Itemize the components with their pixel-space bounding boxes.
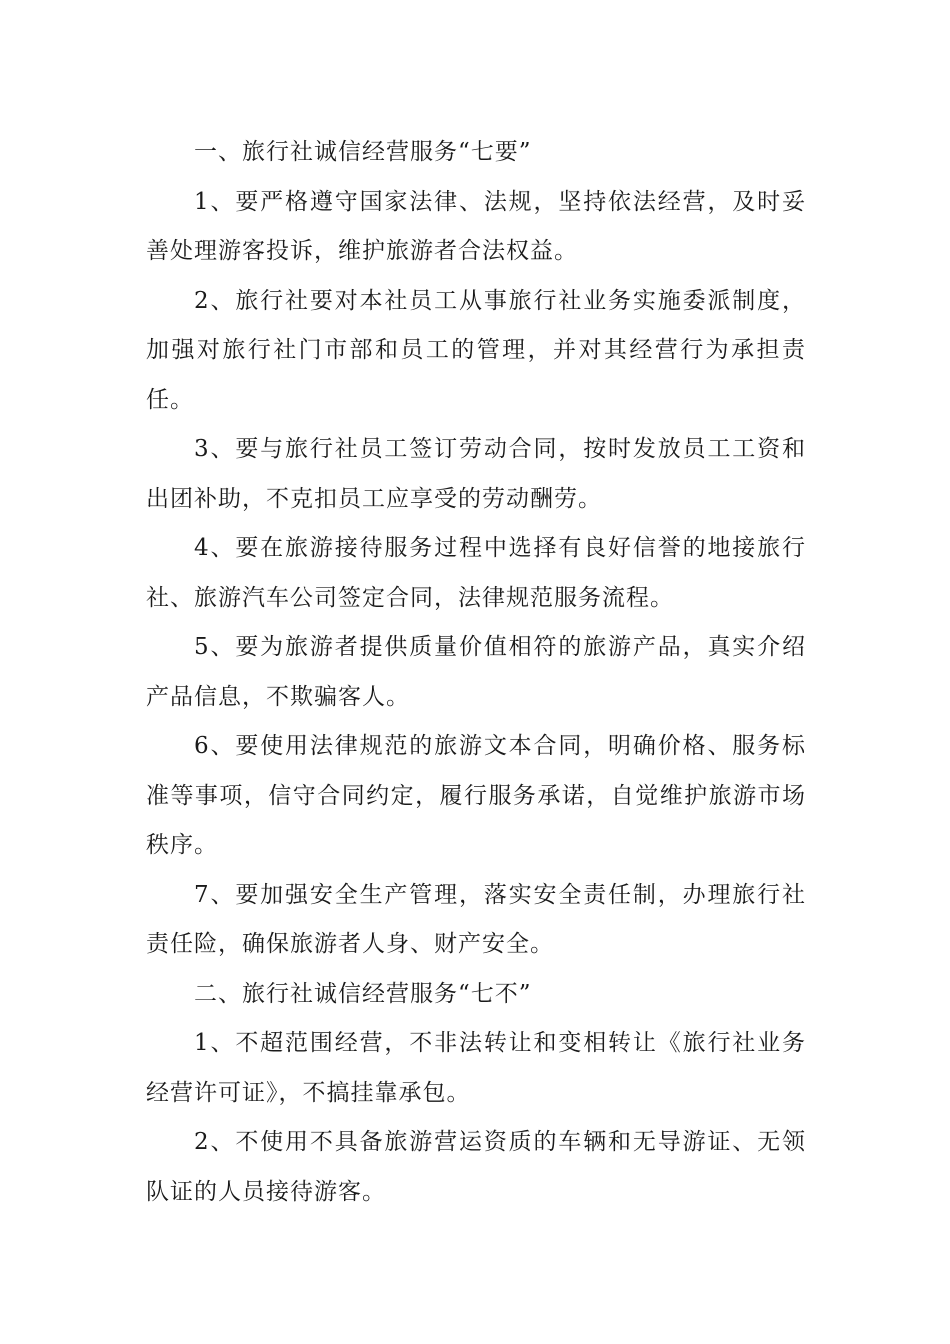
section-heading-seven-musts: 一、旅行社诚信经营服务“七要” — [194, 139, 532, 165]
paragraph-item-2: 2、旅行社要对本社员工从事旅行社业务实施委派制度，加强对旅行社门市部和员工的管理，并对其经营行为承担责任。 — [146, 287, 806, 413]
document-body — [146, 128, 806, 1217]
section-heading-seven-donts: 二、旅行社诚信经营服务“七不” — [194, 980, 532, 1007]
paragraph-dont-item-2: 2、不使用不具备旅游营运资质的车辆和无导游证、无领队证的人员接待游客。 — [146, 1129, 806, 1205]
paragraph-item-1: 1、要严格遵守国家法律、法规，坚持依法经营，及时妥善处理游客投诉，维护旅游者合法权益。 — [146, 188, 806, 264]
paragraph-dont-item-1: 1、不超范围经营，不非法转让和变相转让《旅行社业务经营许可证》，不搞挂靠承包。 — [146, 1030, 806, 1106]
paragraph-item-6: 6、要使用法律规范的旅游文本合同，明确价格、服务标准等事项，信守合同约定，履行服务承诺，自觉维护旅游市场秩序。 — [146, 733, 806, 858]
paragraph-item-4: 4、要在旅游接待服务过程中选择有良好信誉的地接旅行社、旅游汽车公司签定合同，法律规范服务流程。 — [146, 535, 806, 611]
paragraph-item-5: 5、要为旅游者提供质量价值相符的旅游产品，真实介绍产品信息，不欺骗客人。 — [146, 634, 806, 710]
paragraph-item-7: 7、要加强安全生产管理，落实安全责任制，办理旅行社责任险，确保旅游者人身、财产安全。 — [146, 881, 806, 957]
paragraph-item-3: 3、要与旅行社员工签订劳动合同，按时发放员工工资和出团补助，不克扣员工应享受的劳动酬劳。 — [146, 436, 806, 512]
